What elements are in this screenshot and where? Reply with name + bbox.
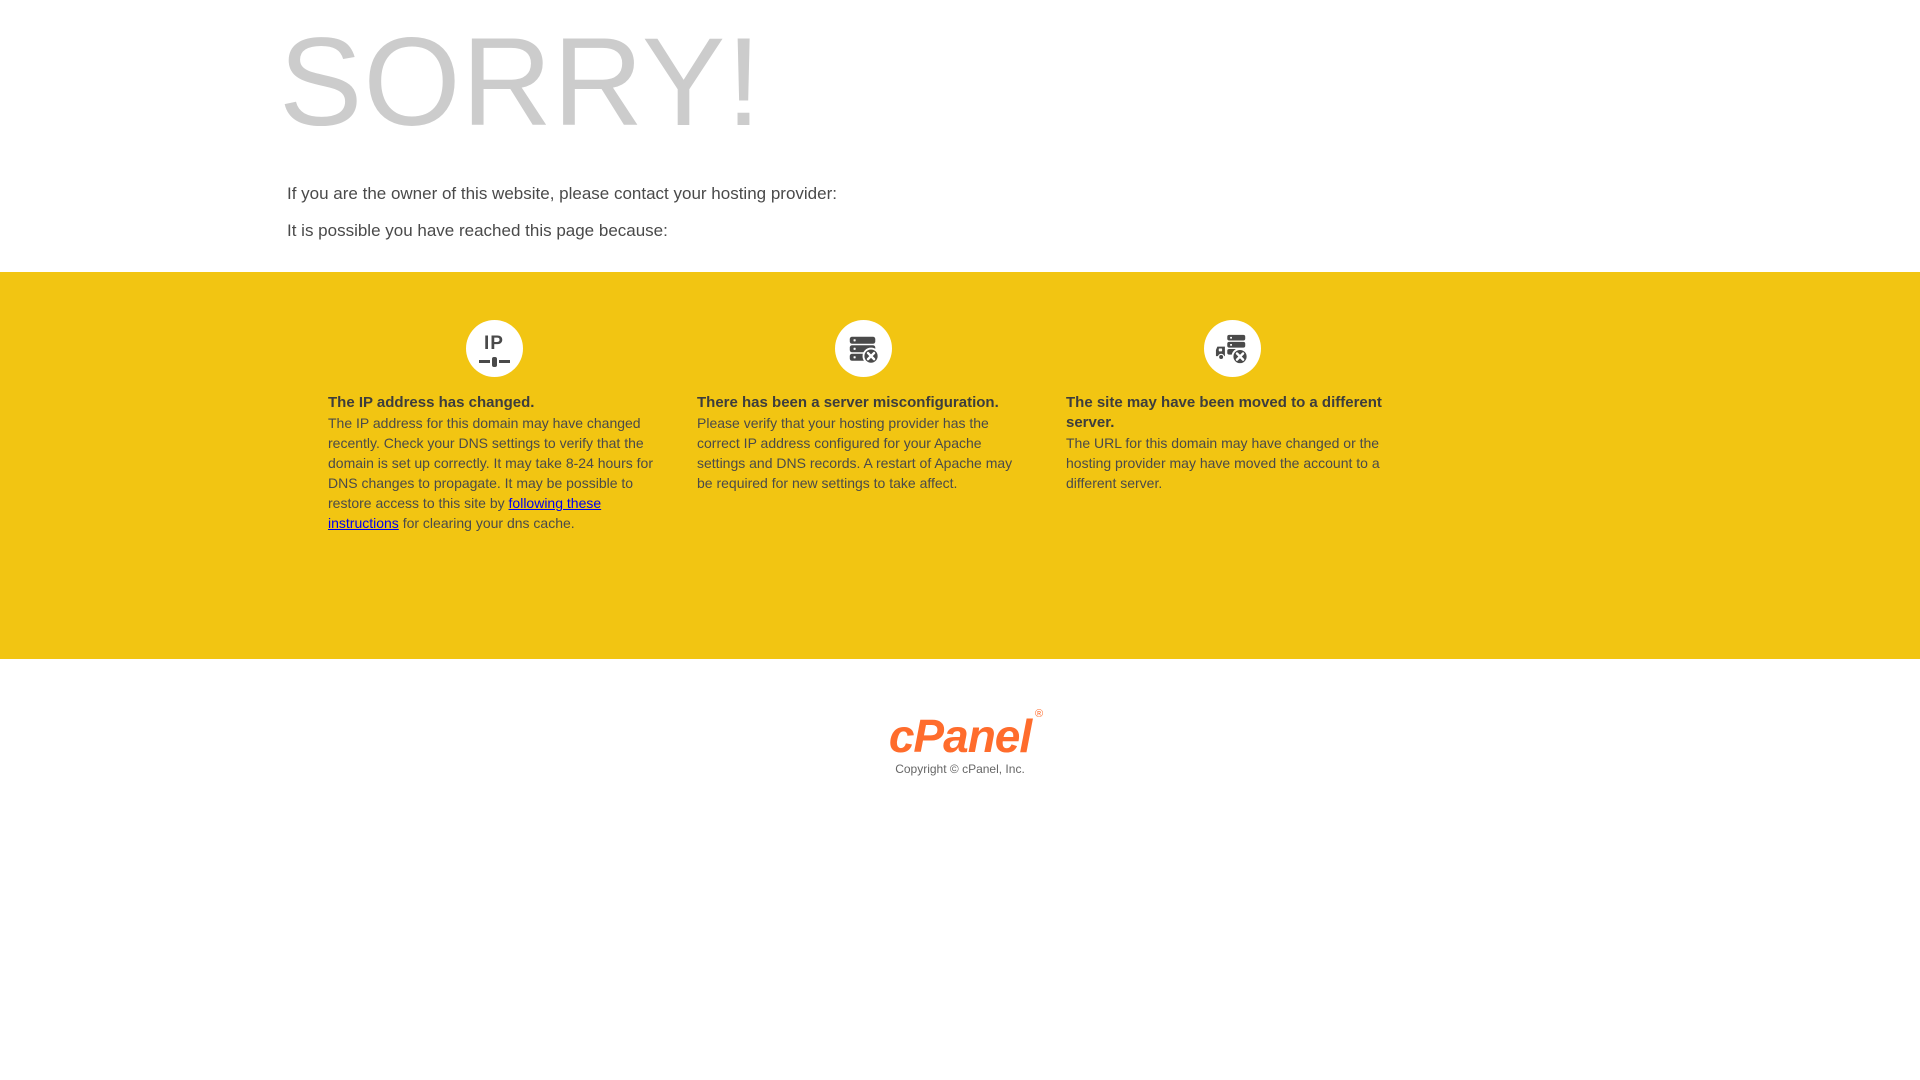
- registered-trademark: ®: [1035, 708, 1044, 720]
- copyright-text: Copyright © cPanel, Inc.: [895, 762, 1025, 776]
- cpanel-logo-text: cPanel: [888, 710, 1032, 762]
- server-misconfiguration-icon: [835, 320, 892, 377]
- reasons-section: [0, 272, 1920, 659]
- ip-icon-label: IP: [484, 332, 504, 354]
- reason-body-text: for clearing your dns cache.: [398, 515, 575, 531]
- ip-address-changed-icon: [466, 320, 523, 377]
- contact-provider-text: If you are the owner of this website, please contact your hosting provider:: [287, 183, 837, 203]
- dns-cache-instructions-link[interactable]: following these instructions: [328, 495, 602, 531]
- reason-card-site-moved: [1066, 320, 1398, 533]
- reason-title: The IP address has changed.: [328, 394, 535, 411]
- ip-network-glyph: [479, 357, 510, 367]
- reason-body-text: The IP address for this domain may have changed recently. Check your DNS settings to verify that the domain is set up correctly. It may take 8-24 hours for DNS changes to propagate. It may be possible to restore access to this site by: [328, 415, 653, 511]
- reason-columns: [328, 320, 1920, 533]
- server-error-glyph: [846, 332, 880, 366]
- hero-section: [0, 0, 1920, 272]
- reason-card-server-misconfiguration: [697, 320, 1029, 533]
- server-truck-glyph: [1215, 332, 1249, 366]
- sorry-heading: SORRY!: [279, 13, 762, 152]
- reached-page-reason-text: It is possible you have reached this page because:: [287, 220, 668, 240]
- reason-body: [328, 413, 660, 533]
- server-moved-icon: [1204, 320, 1261, 377]
- footer-section: [0, 659, 1920, 776]
- reason-body: The URL for this domain may have changed or the hosting provider may have moved the account to a different server.: [1066, 435, 1380, 491]
- reason-card-ip-changed: [328, 320, 660, 533]
- reason-title: There has been a server misconfiguration.: [697, 394, 999, 411]
- cpanel-logo[interactable]: [888, 708, 1044, 762]
- reason-body: Please verify that your hosting provider has the correct IP address configured for your Apache settings and DNS records. A restart of Apache may be required for new settings to take affect.: [697, 415, 1013, 491]
- reason-title: The site may have been moved to a different server.: [1066, 394, 1382, 431]
